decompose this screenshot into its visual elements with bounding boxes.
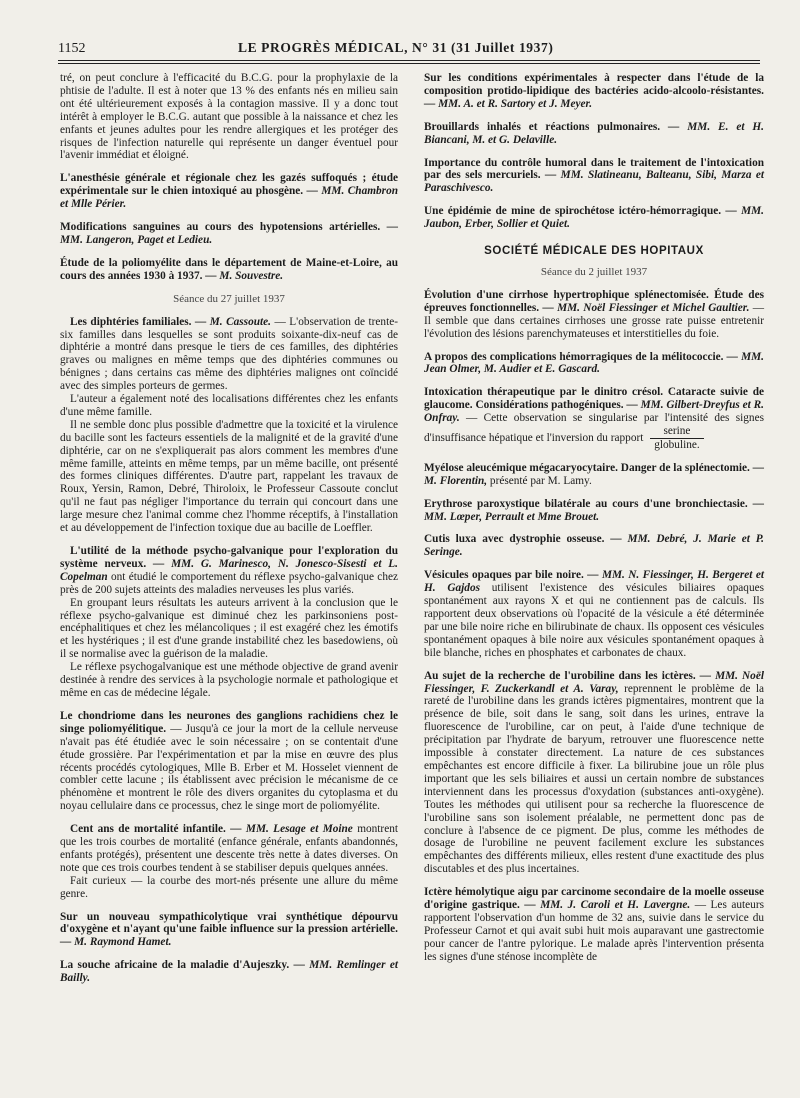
article-authors: — MM. G. Marinesco, N. Jonesco-Sisesti et L. Copelman (60, 557, 399, 583)
article-title: Importance du contrôle humoral dans le traitement de l'intoxication par des sels mercuriels. (424, 156, 764, 182)
article (424, 386, 764, 452)
session-date: Séance du 27 juillet 1937 (173, 292, 285, 305)
article-title: Sur un nouveau sympathicolytique vrai synthétique dépourvu d'oxygène et n'ayant qu'une faible influence sur la pression artérielle. (60, 910, 398, 936)
article-title: Évolution d'une cirrhose hypertrophique splénectomisée. Étude des épreuves fonctionnelles. (424, 288, 764, 314)
article-title: A propos des complications hémorragiques de la mélitococcie. (424, 350, 724, 363)
journal-title: LE PROGRÈS MÉDICAL, N° 31 (31 Juillet 1937) (238, 40, 554, 55)
article (60, 710, 398, 813)
article-title: Au sujet de la recherche de l'urobiline dans les ictères. (424, 669, 696, 682)
article-text: — Les auteurs rapportent l'observation d'un homme de 32 ans, suivie dans le service du Professeur Carnot et qui avait subi huit mois auparavant une gastrectomie pour cancer de l'antre pylorique. Le malade après l'intervention présenta les signes d'une sténose incomplète de (424, 899, 764, 963)
article (424, 72, 764, 111)
article (424, 670, 764, 877)
paragraph: Fait curieux — la courbe des mort-nés présente une allure du même genre. (60, 874, 398, 900)
article-title: Erythrose paroxystique bilatérale au cours d'une bronchiectasie. (424, 497, 748, 510)
society-heading: SOCIÉTÉ MÉDICALE DES HOPITAUX (484, 245, 704, 258)
article-title: La souche africaine de la maladie d'Aujeszky. (60, 959, 290, 972)
article-text: — Jusqu'à ce jour la mort de la cellule nerveuse n'avait pas été étudiée avec le soin nécessaire ; on se contentait d'une étude grossière. Par l'expérimentation et par la mise en œuvre des plus récents procédés cytologiques, Mlle B. Erber et M. Hosselet viennent de combler cette lacune ; ils établissent avec précision le mécanisme de ce phénomène et montrent le rôle des divers organites du cytoplasma et du noyau cellulaire dans ce processus, chez le singe mort de poliomyélite. (60, 722, 398, 813)
article-authors: — MM. Chambron et Mlle Périer. (60, 185, 398, 211)
fraction-denominator: globuline. (654, 438, 700, 451)
article-authors: — MM. N. Fiessinger, H. Bergeret et H. Gajdos (424, 569, 764, 595)
paragraph: Le réflexe psychogalvanique est une méthode objective de grand avenir destinée à rendre des services à la psychologie normale et pathologique et même en cas de médecine légale. (60, 661, 398, 699)
ratio-fraction (650, 425, 704, 452)
paragraph: Il ne semble donc plus possible d'admettre que la toxicité et la virulence du bacille sont les facteurs essentiels de la malignité et de la gravité d'une diphtérie, car on ne s'expliquerait pas alors comment les membres d'une même famille, atteints en même temps, par un même bacille, ont présenté des formes cliniques différentes. D'autre part, rappelant les travaux de Roux, Yersin, Ramon, Debré, Thiroloix, le Professeur Cassoute conclut qu'il ne faut pas négliger l'importance du terrain qui concourt dans une large mesure chez l'animal comme chez l'homme réceptifs, à l'installation et au développement de l'infection toxique due au bacille de Loeffler. (60, 418, 398, 535)
article-authors: — MM. Gilbert-Dreyfus et R. Onfray. (424, 399, 764, 425)
article-authors: — MM. Jaubon, Erber, Sollier et Quiet. (424, 205, 764, 231)
paragraph: tré, on peut conclure à l'efficacité du B.C.G. pour la prophylaxie de la phtisie de l'adulte. Il est à noter que 13 % des enfants nés en milieu sain ont été ultérieurement exposés à la contagion massive. Il y a donc tout intérêt à employer le B.C.G. autant que possible à la naissance et chez les enfants et jeunes adultes pour les rendre allergiques et les protéger des risques de l'infection naturelle qui représente un danger éventuel pour l'avenir immédiat et éloigné. (60, 72, 398, 162)
article-title: L'anesthésie générale et régionale chez les gazés suffoqués ; étude expérimentale sur le chien intoxiqué au phosgène. (60, 172, 398, 198)
article-title: Ictère hémolytique aigu par carcinome secondaire de la moelle osseuse d'origine gastrique. (424, 886, 764, 912)
article (60, 823, 398, 875)
fraction-numerator: serine (650, 425, 704, 439)
article-authors: — MM. E. et H. Biancani, M. et G. Delaville. (424, 120, 764, 146)
article (424, 157, 764, 196)
article-text: — Il semble que dans certaines cirrhoses une grosse rate puisse entretenir l'évolution des lésions parenchymateuses et interstitielles du foie. (424, 301, 765, 340)
article-authors: — MM. Noël Fiessinger, F. Zuckerkandl et A. Varay, (424, 669, 764, 695)
article-authors: — MM. J. Caroli et H. Lavergne. (524, 899, 691, 912)
page-number: 1152 (58, 41, 86, 56)
article-title: Cent ans de mortalité infantile. (70, 823, 226, 836)
article (424, 289, 764, 341)
article (60, 545, 398, 597)
article-title: Le chondriome dans les neurones des ganglions rachidiens chez le singe poliomyélitique. (60, 709, 398, 735)
article (424, 533, 764, 559)
article (424, 498, 764, 524)
article (60, 316, 398, 393)
article-text: utilisent l'existence des vésicules biliaires opaques spontanément aux rayons X et qui ne contiennent pas de calculs. Ils rapportent deux observations où l'opacité de la vésicule a été déterminée par une bile noire riche en bilirubinate de chaux. Ils opposent ces vésicules spontanément opaques à bile noire aux vésicules spontanément opaques à bile blanche, riches en phosphates et carbonates de chaux. (424, 582, 765, 659)
article-title: Intoxication thérapeutique par le dinitro crésol. Cataracte suivie de glaucome. Considérations pathogéniques. (424, 386, 764, 412)
session-date: Séance du 2 juillet 1937 (540, 265, 648, 278)
article (424, 462, 764, 488)
article-title: Cutis luxa avec dystrophie osseuse. (424, 533, 605, 546)
header-rule (58, 60, 760, 64)
article-text: — L'observation de trente-six familles dans lesquelles se sont produits soixante-dix-neuf cas de diphtérie a montré dans presque le tiers de ces familles, des diphtéries graves ou malignes en même temps que des diphtéries communes ou bénignes ; dans certains cas même des diphtéries malignes ont coïncidé avec des simples porteurs de germes. (60, 315, 398, 393)
article (424, 569, 764, 659)
article (424, 351, 764, 377)
article-title: Vésicules opaques par bile noire. (424, 569, 584, 582)
article-authors: — M. Cassoute. (194, 315, 271, 328)
article-text: montrent que les trois courbes de mortalité (enfance générale, enfants abandonnés, enfants protégés), présentent une descente très nette à dates diverses. On note que ces trois courbes tendent à se stabiliser depuis quelques années. (60, 823, 398, 874)
article-authors: — M. Florentin, (424, 461, 764, 487)
article-title: Sur les conditions expérimentales à respecter dans l'étude de la composition protido-lipidique des bactéries acido-alcoolo-résistantes. (424, 72, 764, 97)
article-authors: — M. Raymond Hamet. (60, 936, 172, 949)
paragraph: En groupant leurs résultats les auteurs arrivent à la conclusion que le réflexe psycho-galvanique est diminué chez les parkinsoniens post-encéphalitiques et chez les mélancoliques ; il est exagéré chez les émotifs et les hystériques ; il est d'une grande instabilité chez les basedowiens, où il se normalise avec la guérison de la maladie. (60, 596, 398, 661)
running-header (58, 40, 756, 62)
article (60, 257, 398, 283)
article-title: Étude de la poliomyélite dans le département de Maine-et-Loire, au cours des années 1930 à 1937. (60, 256, 398, 282)
article (60, 221, 398, 247)
article-title: Modifications sanguines au cours des hypotensions artérielles. (60, 221, 381, 234)
article-authors: — MM. Lesage et Moine (230, 823, 353, 836)
article-authors: — MM. Jean Olmer, M. Audier et E. Gascard. (424, 350, 765, 376)
article-authors: — MM. Remlinger et Bailly. (60, 959, 399, 985)
article (424, 205, 764, 231)
article-authors: — MM. Slatineanu, Balteanu, Sibi, Marza et Paraschivesco. (424, 169, 765, 195)
article-authors: — MM. Noël Fiessinger et Michel Gaultier. (542, 301, 750, 314)
article-text: ont étudié le comportement du réflexe psycho-galvanique chez près de 200 sujets atteints des maladies nerveuses les plus variés. (60, 570, 398, 596)
article-authors: — MM. Debré, J. Marie et P. Seringe. (424, 533, 764, 559)
paragraph: L'auteur a également noté des localisations différentes chez les enfants d'une même famille. (60, 393, 398, 418)
article (424, 886, 764, 963)
article-authors: — MM. Langeron, Paget et Ledieu. (60, 221, 398, 246)
article-title: Une épidémie de mine de spirochétose ictéro-hémorragique. (424, 205, 722, 218)
article (60, 911, 398, 950)
article-text: — Cette observation se singularise par l'intensité des signes d'insuffisance hépatique et l'inversion du rapport (424, 412, 764, 445)
article-title: Les diphtéries familiales. (70, 315, 192, 328)
article-text: présenté par M. Lamy. (489, 474, 592, 487)
article (424, 121, 764, 147)
article-text: reprennent le problème de la rareté de l'urobiline dans les grands ictères pigmentaires, montrent que la présence de bile, soit dans le sang, soit dans les urines, entrave la fluorescence de l'urobiline, car on peut, à l'aide d'une technique de précipitation par l'hydrate de baryum, retrouver une fluorescence nette impossible à constater directement. La nature de ces substances empêchantes est encore difficile à fixer. La bilirubine joue un rôle plus important que les sels biliaires et aussi un certain nombre de substances interviennent dans les processus d'oxydation (substances anti-oxygène). Toutes les méthodes qui utilisent pour sa recherche la fluorescence de l'urobiline sans son isolement préalable, ne permettent donc pas de conclure à l'absence de ce pigment. De plus, comme les méthodes de dosage de l'urobiline ne peuvent facilement exclure les substances empêchantes des différents milieux, elles restent d'une exactitude des plus discutables et des plus incertaines. (424, 682, 765, 876)
right-column (424, 72, 764, 974)
article-title: Myélose aleucémique mégacaryocytaire. Danger de la splénectomie. (424, 461, 750, 474)
article (60, 172, 398, 211)
left-column (60, 72, 398, 995)
article (60, 959, 398, 985)
article-authors: — M. Souvestre. (205, 269, 284, 282)
article-authors: — MM. A. et R. Sartory et J. Meyer. (424, 97, 593, 110)
article-title: L'utilité de la méthode psycho-galvanique pour l'exploration du système nerveux. (60, 545, 398, 570)
article-title: Brouillards inhalés et réactions pulmonaires. (424, 120, 661, 133)
article-authors: — MM. Lœper, Perrault et Mme Brouet. (424, 497, 764, 523)
